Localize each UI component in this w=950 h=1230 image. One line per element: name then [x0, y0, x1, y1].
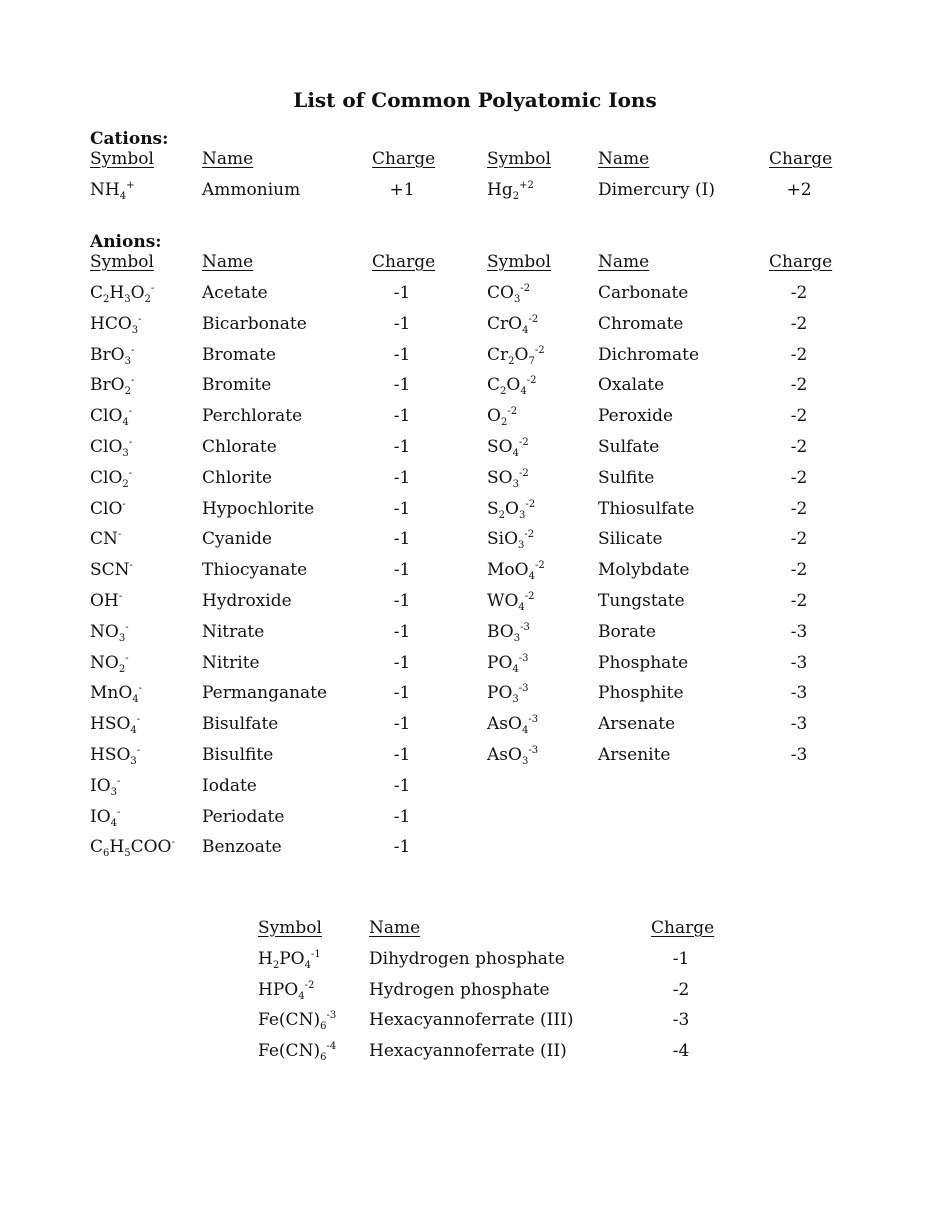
ion-charge: -2	[790, 437, 808, 457]
ion-symbol: $HCO_3^-$	[90, 313, 142, 336]
ion-name: Borate	[598, 621, 656, 642]
ion-charge: -1	[393, 621, 411, 642]
ion-charge: -1	[393, 683, 411, 704]
ion-name: Hypochlorite	[202, 498, 315, 519]
ion-charge: -1	[393, 714, 411, 735]
anion-row	[0, 527, 950, 551]
anion-row	[0, 835, 950, 859]
ion-charge: -3	[790, 652, 808, 673]
header-symbol: Symbol	[258, 918, 322, 938]
ion-symbol: BrO$_3$-	[90, 344, 135, 367]
ion-symbol: $HPO_4^{-2}$	[258, 979, 315, 1002]
header-charge: Charge	[372, 149, 436, 169]
header-symbol: Symbol	[487, 149, 551, 169]
ion-symbol: $IO_4^-$	[90, 806, 121, 829]
ion-name: Cyanide	[202, 529, 273, 550]
ion-name: Carbonate	[598, 283, 689, 303]
ion-charge: -1	[393, 313, 411, 334]
ion-name: Thiocyanate	[202, 560, 308, 581]
ion-name: Hexacyannoferrate (III)	[369, 1010, 574, 1031]
ion-charge: -1	[393, 837, 411, 858]
ion-name: Periodate	[202, 806, 285, 827]
ion-symbol: $S_2O_3^{-2}$	[487, 498, 536, 521]
ion-symbol: $IO_3^-$	[90, 775, 121, 798]
extra-row	[0, 978, 950, 1002]
ion-charge: -2	[790, 529, 808, 550]
anion-row	[0, 743, 950, 767]
ion-name: Sulfite	[598, 467, 655, 488]
anion-row	[0, 681, 950, 705]
ion-name: Chlorate	[202, 437, 277, 457]
ion-name: Bisulfite	[202, 745, 274, 765]
ion-name: Permanganate	[202, 683, 328, 704]
ion-charge: -3	[790, 683, 808, 704]
ion-symbol: $WO_4^{-2}$	[487, 591, 535, 613]
ion-symbol: ClO$_3$-	[90, 437, 133, 459]
ion-charge: -2	[790, 313, 808, 334]
ion-symbol: $H_2PO_4^{-1}$	[258, 949, 321, 971]
ion-symbol: $BO_3^{-3}$	[487, 621, 530, 644]
ion-name: Dichromate	[598, 344, 700, 365]
anion-row	[0, 589, 950, 613]
ion-symbol: $CO_3^{-2}$	[487, 283, 531, 305]
ion-symbol: $SO_4^{-2}$	[487, 437, 529, 459]
ion-name: Iodate	[202, 775, 257, 796]
ion-charge: -1	[393, 652, 411, 673]
extra-header-row	[0, 916, 950, 940]
anion-row	[0, 312, 950, 336]
ion-name: Hydrogen phosphate	[369, 979, 550, 1000]
ion-symbol: $Cr_2O_7^{-2}$	[487, 344, 545, 367]
ion-charge: -1	[393, 591, 411, 611]
ion-name: Chromate	[598, 313, 684, 334]
ion-name: Arsenate	[598, 714, 676, 735]
ion-symbol: BrO$_2$-	[90, 375, 135, 398]
ion-symbol: SCN-	[90, 560, 133, 581]
anion-row	[0, 404, 950, 428]
ion-symbol: $C_2H_3O_2^-$	[90, 283, 155, 305]
anion-row	[0, 466, 950, 490]
anions-header-row	[0, 250, 950, 274]
page-title: List of Common Polyatomic Ions	[293, 88, 657, 112]
ion-name: Dimercury (I)	[598, 180, 715, 200]
header-charge: Charge	[372, 252, 436, 272]
extra-row	[0, 947, 950, 971]
ion-charge: -3	[790, 714, 808, 735]
ion-symbol: MoO$_4^{-2}$	[487, 560, 545, 583]
header-name: Name	[369, 918, 421, 938]
ion-charge: -1	[393, 745, 411, 765]
ion-charge: -1	[393, 406, 411, 427]
ion-charge: -1	[393, 437, 411, 457]
ion-symbol: ClO$_2$-	[90, 467, 133, 490]
anion-row	[0, 435, 950, 459]
ion-symbol: $PO_4^{-3}$	[487, 652, 529, 675]
anion-row	[0, 651, 950, 675]
ion-symbol: CrO$_4^{-2}$	[487, 313, 539, 336]
ion-charge: -3	[790, 745, 808, 765]
ion-name: Nitrite	[202, 652, 260, 673]
ion-name: Phosphate	[598, 652, 689, 673]
ion-symbol: AsO$_4^{-3}$	[487, 714, 539, 737]
header-name: Name	[598, 149, 650, 169]
ion-charge: -2	[790, 344, 808, 365]
ion-symbol: $Fe(CN)_6^{-3}$	[258, 1010, 337, 1033]
cations-label: Cations:	[90, 129, 169, 149]
ion-name: Bromate	[202, 344, 277, 365]
ion-name: Sulfate	[598, 437, 660, 457]
header-symbol: Symbol	[487, 252, 551, 272]
ion-name: Hydroxide	[202, 591, 292, 611]
header-name: Name	[202, 149, 254, 169]
ion-name: Nitrate	[202, 621, 265, 642]
anion-row	[0, 281, 950, 305]
header-symbol: Symbol	[90, 149, 154, 169]
ion-name: Dihydrogen phosphate	[369, 949, 565, 969]
ion-symbol: $NH_4^+$	[90, 180, 135, 202]
anion-row	[0, 558, 950, 582]
header-charge: Charge	[651, 918, 715, 938]
ion-symbol: OH-	[90, 591, 123, 611]
extra-row	[0, 1008, 950, 1032]
ion-symbol: $Fe(CN)_6^{-4}$	[258, 1041, 337, 1064]
ion-charge: -2	[790, 467, 808, 488]
ion-symbol: $NO_2^-$	[90, 652, 129, 675]
anion-row	[0, 497, 950, 521]
ion-charge: -1	[393, 806, 411, 827]
anion-row	[0, 620, 950, 644]
ion-symbol: CN-	[90, 529, 122, 550]
ion-name: Hexacyannoferrate (II)	[369, 1041, 567, 1062]
ion-name: Molybdate	[598, 560, 690, 581]
ion-name: Thiosulfate	[598, 498, 695, 519]
ion-charge: +1	[389, 180, 415, 200]
ion-charge: -3	[672, 1010, 690, 1031]
ion-name: Ammonium	[202, 180, 301, 200]
ion-charge: -1	[393, 375, 411, 396]
ion-charge: -1	[393, 283, 411, 303]
ion-name: Benzoate	[202, 837, 282, 858]
ion-symbol: $PO_3^{-3}$	[487, 683, 529, 706]
ion-symbol: SiO$_3^{-2}$	[487, 529, 535, 552]
ion-symbol: $HSO_4^-$	[90, 714, 141, 737]
ion-charge: -2	[790, 560, 808, 581]
ion-name: Arsenite	[598, 745, 671, 765]
header-charge: Charge	[769, 149, 833, 169]
ion-charge: -1	[393, 775, 411, 796]
ion-name: Chlorite	[202, 467, 273, 488]
ion-charge: +2	[786, 180, 812, 200]
ion-name: Bisulfate	[202, 714, 279, 735]
ion-name: Acetate	[202, 283, 268, 303]
ion-charge: -1	[393, 560, 411, 581]
ion-symbol: $O_2^{-2}$	[487, 406, 518, 429]
ion-charge: -2	[790, 498, 808, 519]
ion-name: Perchlorate	[202, 406, 303, 427]
ion-charge: -3	[790, 621, 808, 642]
anion-row	[0, 774, 950, 798]
ion-symbol: ClO$_4$-	[90, 406, 133, 429]
anion-row	[0, 343, 950, 367]
ion-symbol: MnO$_4$-	[90, 683, 143, 706]
ion-symbol: $Hg_2^{+2}$	[487, 180, 534, 202]
cations-header-row	[0, 147, 950, 171]
ion-charge: -2	[790, 591, 808, 611]
anion-row	[0, 373, 950, 397]
ion-name: Bromite	[202, 375, 272, 396]
ion-charge: -1	[393, 344, 411, 365]
ion-symbol: $NO_3^-$	[90, 621, 129, 644]
anion-row	[0, 712, 950, 736]
ion-charge: -2	[672, 979, 690, 1000]
extra-row	[0, 1039, 950, 1063]
ion-name: Silicate	[598, 529, 663, 550]
ion-charge: -4	[672, 1041, 690, 1062]
header-name: Name	[202, 252, 254, 272]
anion-row	[0, 805, 950, 829]
header-symbol: Symbol	[90, 252, 154, 272]
ion-symbol: $C_6H_5COO^-$	[90, 837, 175, 860]
ion-name: Tungstate	[598, 591, 685, 611]
ion-symbol: ClO-	[90, 498, 126, 519]
header-charge: Charge	[769, 252, 833, 272]
anions-label: Anions:	[90, 232, 162, 252]
header-name: Name	[598, 252, 650, 272]
cation-row	[0, 178, 950, 202]
ion-name: Bicarbonate	[202, 313, 307, 334]
ion-symbol: AsO$_3^{-3}$	[487, 745, 539, 767]
ion-charge: -1	[393, 529, 411, 550]
ion-charge: -1	[672, 949, 690, 969]
ion-charge: -2	[790, 283, 808, 303]
ion-name: Peroxide	[598, 406, 674, 427]
ion-name: Phosphite	[598, 683, 684, 704]
ion-charge: -1	[393, 467, 411, 488]
ion-symbol: $SO_3^{-2}$	[487, 467, 529, 490]
ion-charge: -1	[393, 498, 411, 519]
ion-symbol: $HSO_3^-$	[90, 745, 141, 767]
ion-charge: -2	[790, 406, 808, 427]
ion-name: Oxalate	[598, 375, 665, 396]
ion-charge: -2	[790, 375, 808, 396]
ion-symbol: $C_2O_4^{-2}$	[487, 375, 537, 398]
